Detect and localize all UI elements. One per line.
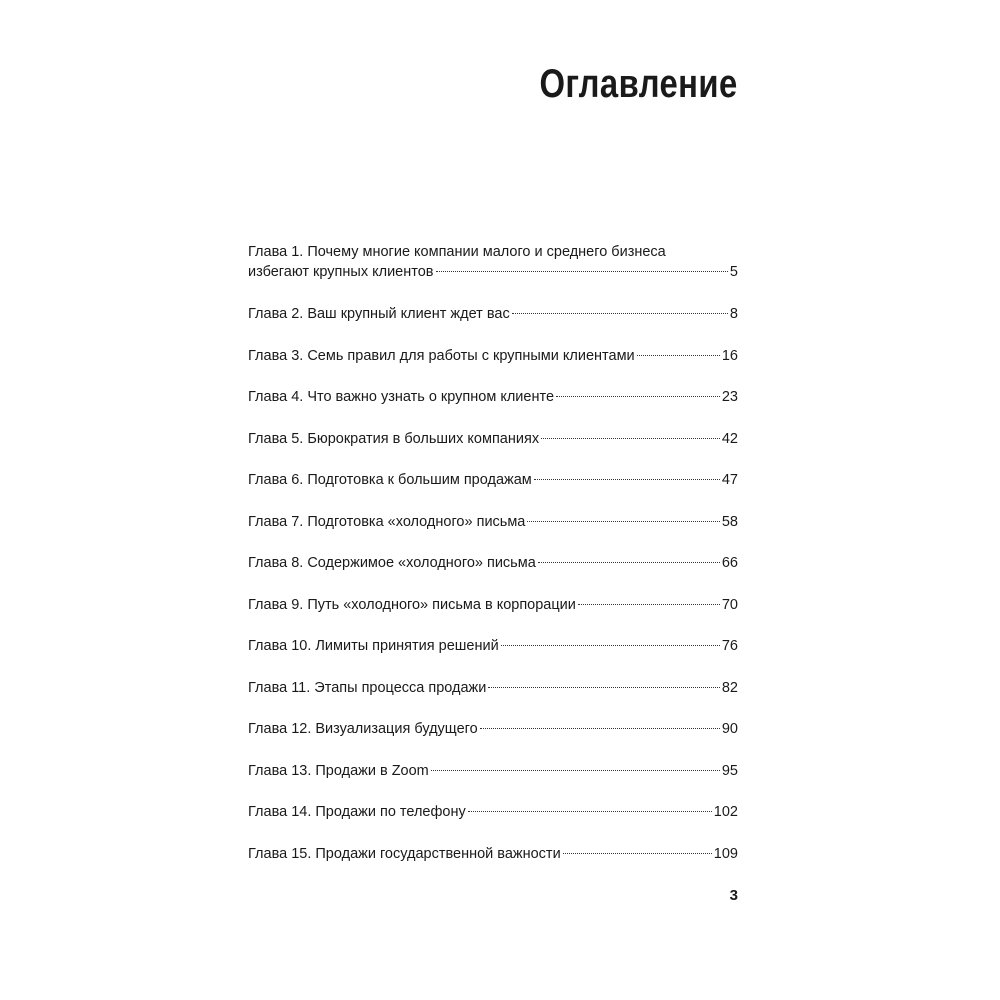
toc-entry-page: 47 — [721, 472, 738, 488]
toc-entry-15[interactable] — [248, 844, 738, 864]
toc-entry-4[interactable] — [248, 387, 738, 407]
toc-entry-label: Глава 15. Продажи государственной важности — [248, 846, 561, 862]
toc-entry-8[interactable] — [248, 553, 738, 573]
toc-entry-7[interactable] — [248, 512, 738, 532]
toc-entry-3[interactable] — [248, 346, 738, 366]
toc-entry-label: Глава 3. Семь правил для работы с крупными клиентами — [248, 348, 635, 364]
toc-leader-dots — [436, 271, 728, 272]
page-number: 3 — [729, 887, 738, 904]
toc-entry-label: Глава 10. Лимиты принятия решений — [248, 638, 499, 654]
toc-leader-dots — [480, 728, 720, 729]
toc-leader-dots — [488, 687, 720, 688]
toc-entry-page: 23 — [721, 389, 738, 405]
toc-leader-dots — [431, 770, 720, 771]
toc-entry-label: Глава 6. Подготовка к большим продажам — [248, 472, 532, 488]
toc-entry-label: Глава 7. Подготовка «холодного» письма — [248, 514, 526, 530]
toc-entry-label: Глава 13. Продажи в Zoom — [248, 763, 429, 779]
toc-entry-page: 42 — [721, 431, 738, 447]
toc-entry-11[interactable] — [248, 678, 738, 698]
toc-entry-page: 82 — [721, 680, 738, 696]
toc-leader-dots — [538, 562, 720, 563]
toc-entry-page: 58 — [721, 514, 738, 530]
toc-entry-page: 102 — [713, 804, 738, 820]
toc-entry-5[interactable] — [248, 429, 738, 449]
toc-leader-dots — [578, 604, 720, 605]
toc-entry-page: 109 — [713, 846, 738, 862]
toc-leader-dots — [501, 645, 720, 646]
toc-leader-dots — [541, 438, 720, 439]
toc-entry-page: 76 — [721, 638, 738, 654]
toc-entry-label: Глава 8. Содержимое «холодного» письма — [248, 555, 536, 571]
toc-leader-dots — [556, 396, 720, 397]
toc-entry-label-line1: Глава 1. Почему многие компании малого и среднего бизнеса — [248, 244, 666, 260]
toc-leader-dots — [534, 479, 720, 480]
toc-entry-page: 8 — [729, 306, 738, 322]
toc-leader-dots — [563, 853, 712, 854]
toc-entry-label: Глава 2. Ваш крупный клиент ждет вас — [248, 306, 510, 322]
toc-entry-page: 70 — [721, 597, 738, 613]
toc-entry-page: 16 — [721, 348, 738, 364]
toc-entry-13[interactable] — [248, 761, 738, 781]
toc-leader-dots — [512, 313, 728, 314]
toc-entry-9[interactable] — [248, 595, 738, 615]
toc-entry-page: 5 — [729, 264, 738, 280]
toc-leader-dots — [527, 521, 719, 522]
toc-entry-14[interactable] — [248, 802, 738, 822]
toc-entry-page: 90 — [721, 721, 738, 737]
toc-entry-10[interactable] — [248, 636, 738, 656]
toc-leader-dots — [637, 355, 720, 356]
toc-entry-page: 66 — [721, 555, 738, 571]
toc-entry-12[interactable] — [248, 719, 738, 739]
toc-entry-label: Глава 12. Визуализация будущего — [248, 721, 478, 737]
toc-entry-label: Глава 5. Бюрократия в больших компаниях — [248, 431, 540, 447]
page-title: Оглавление — [539, 62, 738, 106]
toc-leader-dots — [468, 811, 712, 812]
toc-entry-label: Глава 9. Путь «холодного» письма в корпорации — [248, 597, 576, 613]
toc-entry-label: Глава 4. Что важно узнать о крупном клиенте — [248, 389, 555, 405]
toc-entry-label: Глава 11. Этапы процесса продажи — [248, 680, 487, 696]
toc-entry-label: Глава 14. Продажи по телефону — [248, 804, 466, 820]
toc-entry-1[interactable] — [248, 242, 738, 282]
toc-entry-page: 95 — [721, 763, 738, 779]
toc-entry-6[interactable] — [248, 470, 738, 490]
toc-entry-label: избегают крупных клиентов — [248, 264, 434, 280]
toc-entry-2[interactable] — [248, 304, 738, 324]
